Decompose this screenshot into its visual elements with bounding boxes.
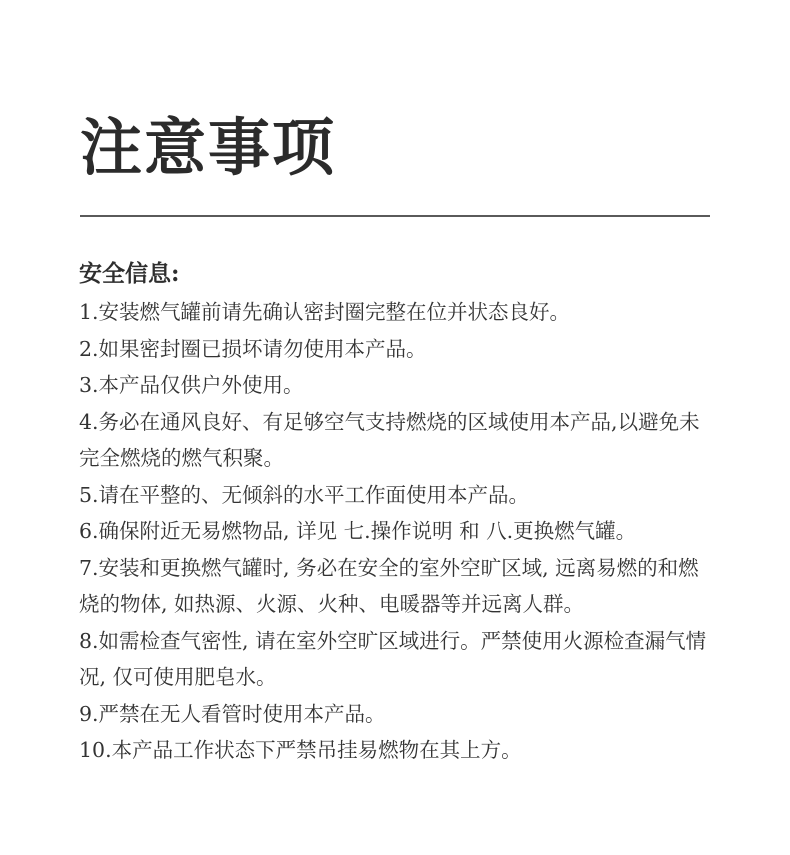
list-item: 6.确保附近无易燃物品, 详见 七.操作说明 和 八.更换燃气罐。 [79, 519, 637, 543]
list-item: 3.本产品仅供户外使用。 [79, 373, 304, 397]
title-divider [80, 215, 710, 217]
list-item: 4.务必在通风良好、有足够空气支持燃烧的区域使用本产品,以避免未完全燃烧的燃气积聚。 [79, 409, 700, 470]
section-heading: 安全信息: [79, 260, 180, 287]
safety-list [79, 294, 709, 769]
list-item: 5.请在平整的、无倾斜的水平工作面使用本产品。 [79, 482, 530, 507]
list-item: 2.如果密封圈已损坏请勿使用本产品。 [79, 336, 427, 361]
list-item: 10.本产品工作状态下严禁吊挂易燃物在其上方。 [79, 738, 522, 762]
list-item: 9.严禁在无人看管时使用本产品。 [79, 701, 386, 726]
page-title: 注意事项 [80, 111, 337, 184]
list-item: 7.安装和更换燃气罐时, 务必在安全的室外空旷区域, 远离易燃的和燃烧的物体, 如热源、火源、火种、电暖器等并远离人群。 [79, 555, 699, 616]
list-item: 8.如需检查气密性, 请在室外空旷区域进行。严禁使用火源检查漏气情况, 仅可使用肥皂水。 [79, 628, 707, 689]
list-item: 1.安装燃气罐前请先确认密封圈完整在位并状态良好。 [79, 300, 571, 324]
